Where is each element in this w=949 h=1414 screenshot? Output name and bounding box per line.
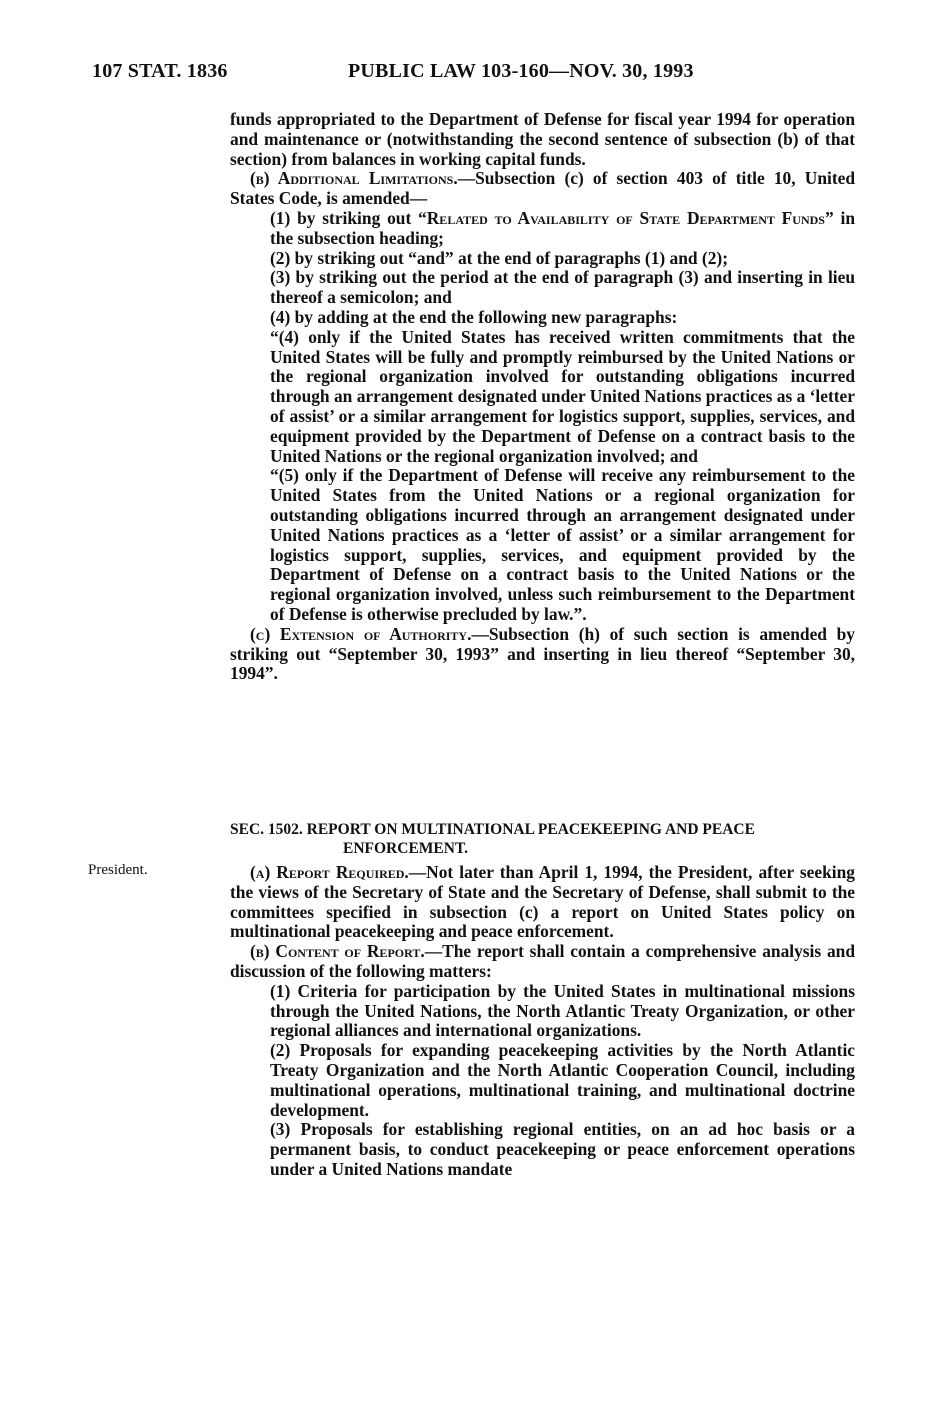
matter-item-2: (2) Proposals for expanding peacekeeping activities by the North Atlantic Treaty Organization and the North Atlantic Cooperation Council, including multinational operations, multinational training, and multinational doctrine development. bbox=[270, 1040, 855, 1120]
amendment-item-1-pre: (1) by striking out “ bbox=[270, 207, 427, 228]
content-of-report-text: —The report shall contain a comprehensive analysis and discussion of the following matters: bbox=[230, 941, 855, 981]
section-1502-heading-line-1: SEC. 1502. REPORT ON MULTINATIONAL PEACEKEEPING AND PEACE bbox=[230, 821, 755, 838]
amendment-item-1 bbox=[230, 209, 855, 249]
matter-item-3: (3) Proposals for establishing regional entities, on an ad hoc basis or a permanent basis, to conduct peacekeeping or peace enforcement operations under a United Nations mandate bbox=[270, 1119, 855, 1179]
subsection-b-content-of-report bbox=[230, 942, 855, 982]
public-law-citation: PUBLIC LAW 103-160—NOV. 30, 1993 bbox=[348, 60, 694, 82]
paragraph-funds: funds appropriated to the Department of Defense for fiscal year 1994 for operation and maintenance or (notwithstanding the second sentence of subsection (b) of that section) from balances in working capital funds. bbox=[230, 109, 855, 169]
section-1501-continuation bbox=[230, 110, 855, 684]
amendment-item-4: (4) by adding at the end the following new paragraphs: bbox=[270, 306, 678, 327]
matter-item-1: (1) Criteria for participation by the United States in multinational missions through the United Nations, the North Atlantic Treaty Organization, or other regional alliances and international organizations. bbox=[270, 980, 855, 1041]
subsection-a-heading: (a) Report Required. bbox=[250, 862, 409, 882]
amendment-item-1-heading-text: Related to Availability of State Department Funds bbox=[426, 207, 825, 228]
subsection-b-text: —Subsection (c) of section 403 of title 10, United States Code, is amended— bbox=[230, 168, 855, 209]
subsection-c-text: —Subsection (h) of such section is amended by striking out “September 30, 1993” and inserting in lieu thereof “September 30, 1994”. bbox=[230, 623, 855, 684]
subsection-c-extension bbox=[230, 625, 855, 684]
margin-note-president: President. bbox=[88, 862, 148, 878]
section-1502-body bbox=[230, 863, 855, 1180]
content-of-report-heading: (b) Content of Report. bbox=[250, 941, 425, 962]
section-1502-heading-line-2: ENFORCEMENT. bbox=[343, 840, 469, 857]
amendment-item-2: (2) by striking out “and” at the end of paragraphs (1) and (2); bbox=[270, 247, 728, 268]
section-1502-heading bbox=[230, 820, 855, 858]
stat-page-number: 107 STAT. 1836 bbox=[92, 60, 228, 82]
subsection-b-additional-limitations bbox=[230, 169, 855, 209]
subsection-c-heading: (c) Extension of Authority. bbox=[250, 623, 472, 644]
subsection-b-heading: (b) Additional Limitations. bbox=[250, 168, 458, 189]
amendment-item-1-post: ” in the subsection heading; bbox=[270, 207, 855, 248]
subsection-a-text: —Not later than April 1, 1994, the President, after seeking the views of the Secretary of State and the Secretary of Defense, shall submit to the committees specified in subsection (c) a report on United States policy on multinational peacekeeping and peace enforcement. bbox=[230, 862, 855, 942]
amendment-item-3: (3) by striking out the period at the end of paragraph (3) and inserting in lieu thereof a semicolon; and bbox=[270, 267, 855, 308]
new-paragraph-4: “(4) only if the United States has received written commitments that the United States will be fully and promptly reimbursed by the United Nations or the regional organization involved for outstanding obligations incurred through an arrangement designated under United Nations practices as a ‘letter of assist’ or a similar arrangement for logistics support, supplies, services, and equipment provided by the Department of Defense on a contract basis to the United Nations or the regional organization involved; and bbox=[270, 326, 855, 466]
new-paragraph-5: “(5) only if the Department of Defense will receive any reimbursement to the United States from the United Nations or a regional organization for outstanding obligations incurred through an arrangement designated under United Nations practices as a ‘letter of assist’ or a similar arrangement for logistics support, supplies, services, and equipment provided by the Department of Defense on a contract basis to the United Nations or the regional organization involved, unless such reimbursement to the Department of Defense is otherwise precluded by law.”. bbox=[270, 465, 855, 624]
subsection-a-report-required bbox=[230, 863, 855, 942]
